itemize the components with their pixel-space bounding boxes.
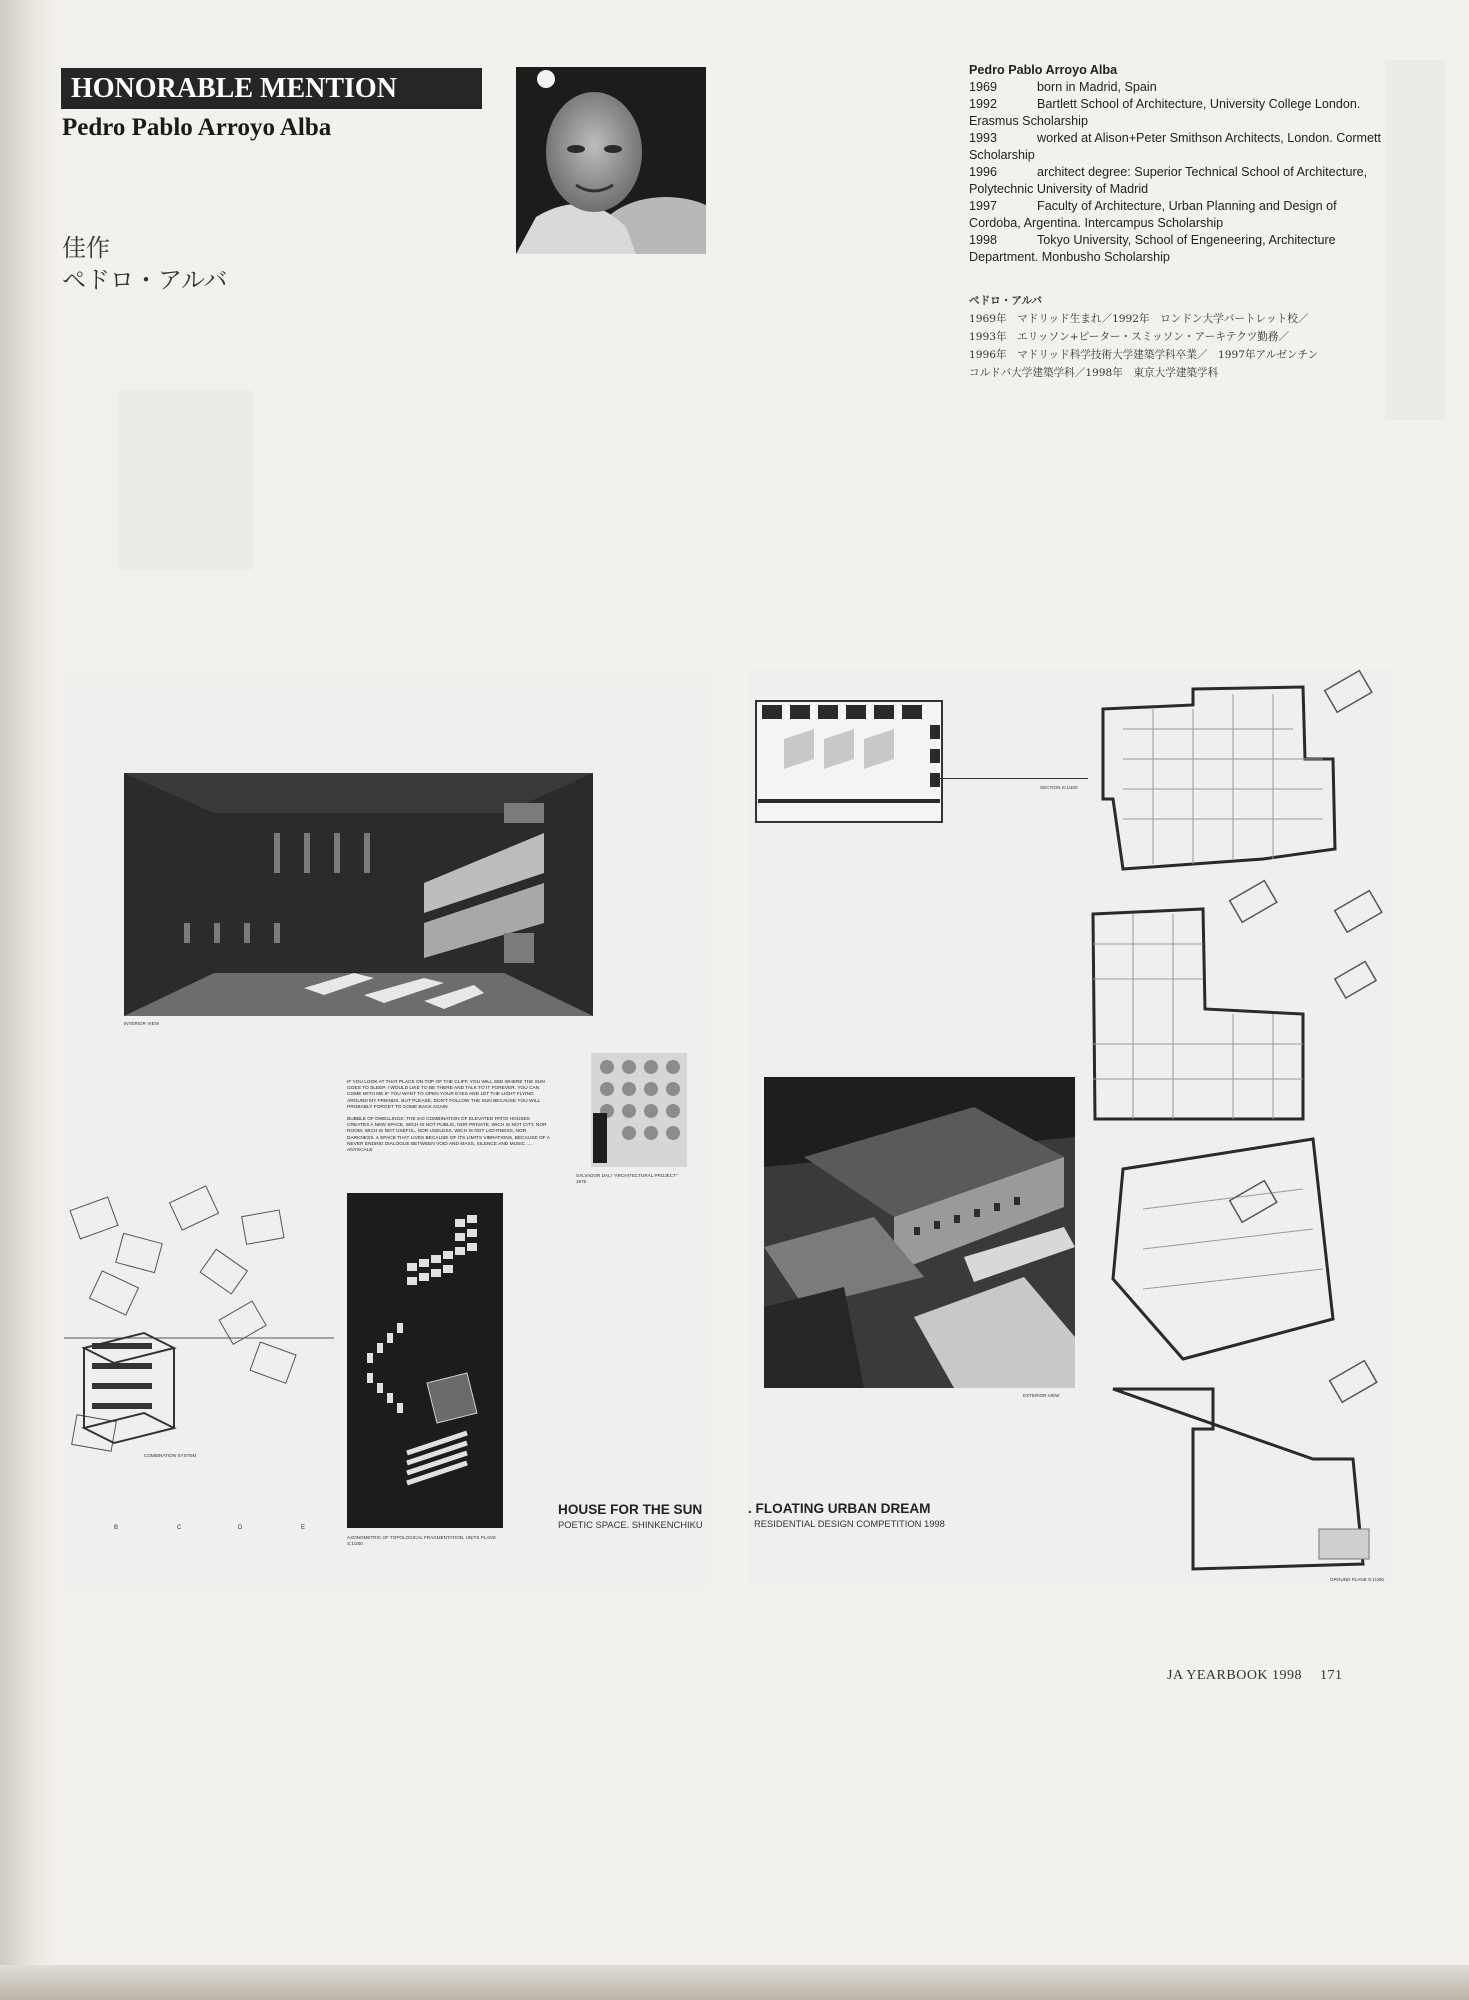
presentation-board-right	[748, 669, 1393, 1586]
project-title-left: HOUSE FOR THE SUN	[558, 1502, 703, 1517]
bio-entry: 1969 born in Madrid, Spain	[969, 80, 1157, 94]
unit-label: D	[238, 1525, 243, 1531]
section-line	[938, 778, 1088, 779]
ground-plan-caption: GROUND PLANE S:1/400	[1330, 1577, 1384, 1582]
biography-english	[969, 62, 1389, 266]
honorable-mention-badge: HONORABLE MENTION	[61, 68, 482, 109]
project-subtitle-left: POETIC SPACE. SHINKENCHIKU	[558, 1519, 703, 1530]
bio-entry: 1997 Faculty of Architecture, Urban Planning and Design of Cordoba, Argentina. Intercampus Scholarship	[969, 199, 1337, 230]
bio-jp-line: コルドバ大学建築学科／1998年 東京大学建築学科	[969, 367, 1219, 379]
exterior-view-photo	[764, 1077, 1075, 1388]
presentation-board-left	[64, 673, 711, 1590]
name-jp: ペドロ・アルバ	[62, 266, 228, 294]
bio-entry: 1992 Bartlett School of Architecture, University College London. Erasmus Scholarship	[969, 97, 1361, 128]
unit-label: B	[114, 1525, 119, 1531]
axonometric-drawing	[347, 1193, 503, 1528]
dali-caption: SALVADOR DALI "ARCHITECTURAL PROJECT" 1976	[576, 1173, 678, 1184]
architect-name: Pedro Pablo Arroyo Alba	[62, 114, 332, 141]
interior-view-render	[124, 773, 593, 1016]
manifesto-text	[347, 1080, 550, 1154]
bio-entry: 1998 Tokyo University, School of Engeneering, Architecture Department. Monbusho Scholarship	[969, 233, 1336, 264]
bleed-through-left	[118, 390, 253, 570]
bio-jp-line: 1969年 マドリッド生まれ／1992年 ロンドン大学バートレット校／	[969, 313, 1309, 325]
unit-label: E	[301, 1525, 306, 1531]
page-gutter-shadow	[0, 0, 60, 2000]
axonometric-caption: AXONOMETRIC OF TOPOLOGICAL FRAGMENTATION. UNITS PLANS S:1/200	[347, 1535, 496, 1546]
award-jp: 佳作	[62, 234, 110, 262]
exterior-view-caption: EXTERIOR VIEW	[1023, 1393, 1060, 1398]
section-drawing	[754, 699, 944, 824]
manifesto-paragraph: BUBBLE OF DWELLINGS: THE 3-D COMBINATION OF ELEVATED PATIO HOUSES CREATES A NEW SPACE, WICH IS NOT PUBLIC, NOR PRIVATE, WICH IS NOT CITY, NOR ROOM, WICH IS NOT USEFUL, NOR USELESS, WICH IS NOT LIGHTNESS, NOR DARKNESS. A SPACE THAT LIVES BECAUSE OF ITS LIMITS VIBRATIONS, BECAUSE OF A NEVER ENDING DIALOGUE BETWEEN VOID AND MASS, SILENCE AND MUSIC ..... ANYSCALE	[347, 1117, 550, 1154]
bio-jp-line: 1993年 エリッソン+ピーター・スミッソン・アーキテクツ勤務／	[969, 331, 1290, 343]
page-number: 171	[1320, 1668, 1343, 1683]
page-bottom-edge	[0, 1965, 1469, 2000]
bio-entry: 1996 architect degree: Superior Technical School of Architecture, Polytechnic University of Madrid	[969, 165, 1368, 196]
project-title-right: . FLOATING URBAN DREAM	[748, 1501, 931, 1516]
section-caption: SECTION S:1/400	[1040, 785, 1078, 790]
bio-jp-name: ペドロ・アルバ	[969, 295, 1042, 307]
bio-name: Pedro Pablo Arroyo Alba	[969, 63, 1118, 77]
publication-name: JA YEARBOOK 1998	[1167, 1668, 1303, 1683]
manifesto-paragraph: IF YOU LOOK AT THAT PLACE ON TOP OF THE CLIFF, YOU WILL SEE WHERE THE SUN GOES TO SLEEP. I WOULD LIKE TO BE THERE AND TALK TO IT FOREVER. YOU CAN COME WITH ME IF YOU WANT TO OPEN YOUR EYES AND LET THE LIGHT FLYING AROUND MY FRIENDS. BUT PLEASE, DON'T FOLLOW THE SUN BECAUSE YOU WILL PROBABLY FORGET TO COME BACK AGAIN	[347, 1080, 545, 1110]
page-footer	[1167, 1668, 1343, 1684]
unit-plans-drawing	[64, 1178, 334, 1488]
bio-entry: 1993 worked at Alison+Peter Smithson Architects, London. Cormett Scholarship	[969, 131, 1382, 162]
dali-image	[591, 1053, 687, 1167]
project-subtitle-right: RESIDENTIAL DESIGN COMPETITION 1998	[754, 1518, 945, 1529]
portrait-photo	[516, 67, 706, 254]
combination-caption: COMBINATION SYSTEM	[144, 1453, 197, 1458]
interior-view-caption: INTERIOR VIEW	[124, 1021, 159, 1026]
biography-japanese	[969, 292, 1399, 382]
floor-plans-drawing	[1083, 669, 1393, 1586]
japanese-award-heading	[62, 232, 227, 296]
bio-jp-line: 1996年 マドリッド科学技術大学建築学科卒業／ 1997年アルゼンチン	[969, 349, 1319, 361]
unit-label: C	[177, 1525, 182, 1531]
